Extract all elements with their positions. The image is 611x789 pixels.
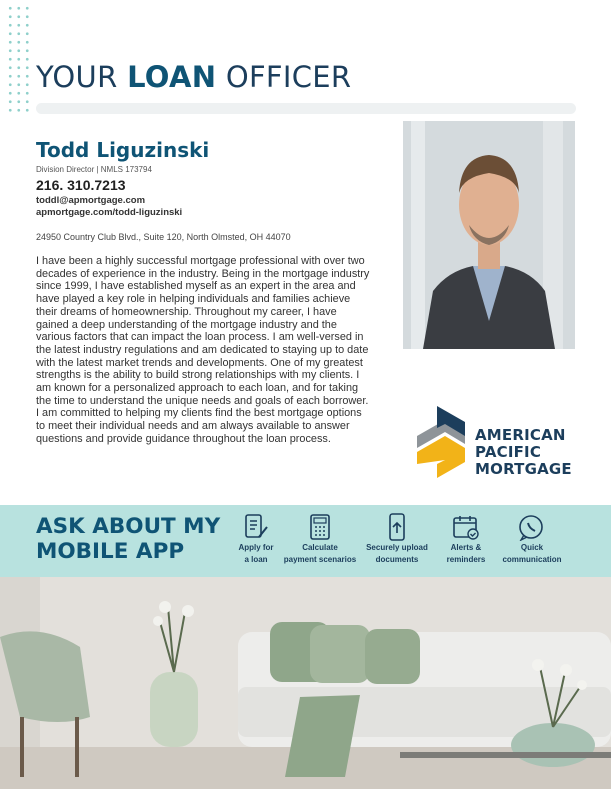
calendar-check-icon [452,513,480,541]
living-room-photo [0,577,611,789]
page-heading: YOUR LOAN OFFICER [36,60,352,94]
decorative-dot-grid [6,4,32,114]
phone-upload-icon [384,513,410,541]
feature-upload: Securely upload documents [360,513,434,564]
logo-line-2: PACIFIC [475,443,542,461]
heading-divider [36,103,576,114]
feature-communication: Quick communication [496,513,568,564]
mobile-app-heading: ASK ABOUT MY MOBILE APP [36,514,221,564]
officer-photo [403,121,575,349]
officer-phone[interactable]: 216. 310.7213 [36,177,126,193]
logo-line-1: AMERICAN [475,426,566,444]
officer-email-link[interactable]: toddl@apmortgage.com [36,195,146,206]
officer-website-link[interactable]: apmortgage.com/todd-liguzinski [36,207,183,218]
feature-alerts: Alerts & reminders [440,513,492,564]
calculator-icon [307,513,333,541]
feature-calculate: Calculate payment scenarios [281,513,359,564]
chat-icon [517,513,547,541]
office-address: 24950 Country Club Blvd., Suite 120, North Olmsted, OH 44070 [36,232,291,242]
logo-line-3: MORTGAGE [475,460,572,478]
feature-apply-loan: Apply for a loan [231,513,281,564]
officer-bio: I have been a highly successful mortgage professional with over two decades of experience in the industry. Being in the mortgage industry since 1999, I have established myself as an expert in the area and have played a key role in helping individuals and families achieve their dreams of homeownership. Throughout my career, I have gained a deep understanding of the mortgage industry and the various factors that can impact the loan process. I am well-versed in the latest industry regulations and am dedicated to staying up to date with the latest market trends and developments. One of my greatest strengths is the ability to build strong relationships with my clients. I am known for a personalized approach to each loan, and for taking the time to understand the unique needs and goals of each borrower. I am committed to helping my clients find the best mortgage options to meet their individual needs and am always available to answer questions and provide guidance throughout the loan process. [36,255,370,445]
document-pen-icon [243,513,269,541]
officer-name: Todd Liguzinski [36,138,210,162]
officer-title: Division Director | NMLS 173794 [36,165,152,174]
